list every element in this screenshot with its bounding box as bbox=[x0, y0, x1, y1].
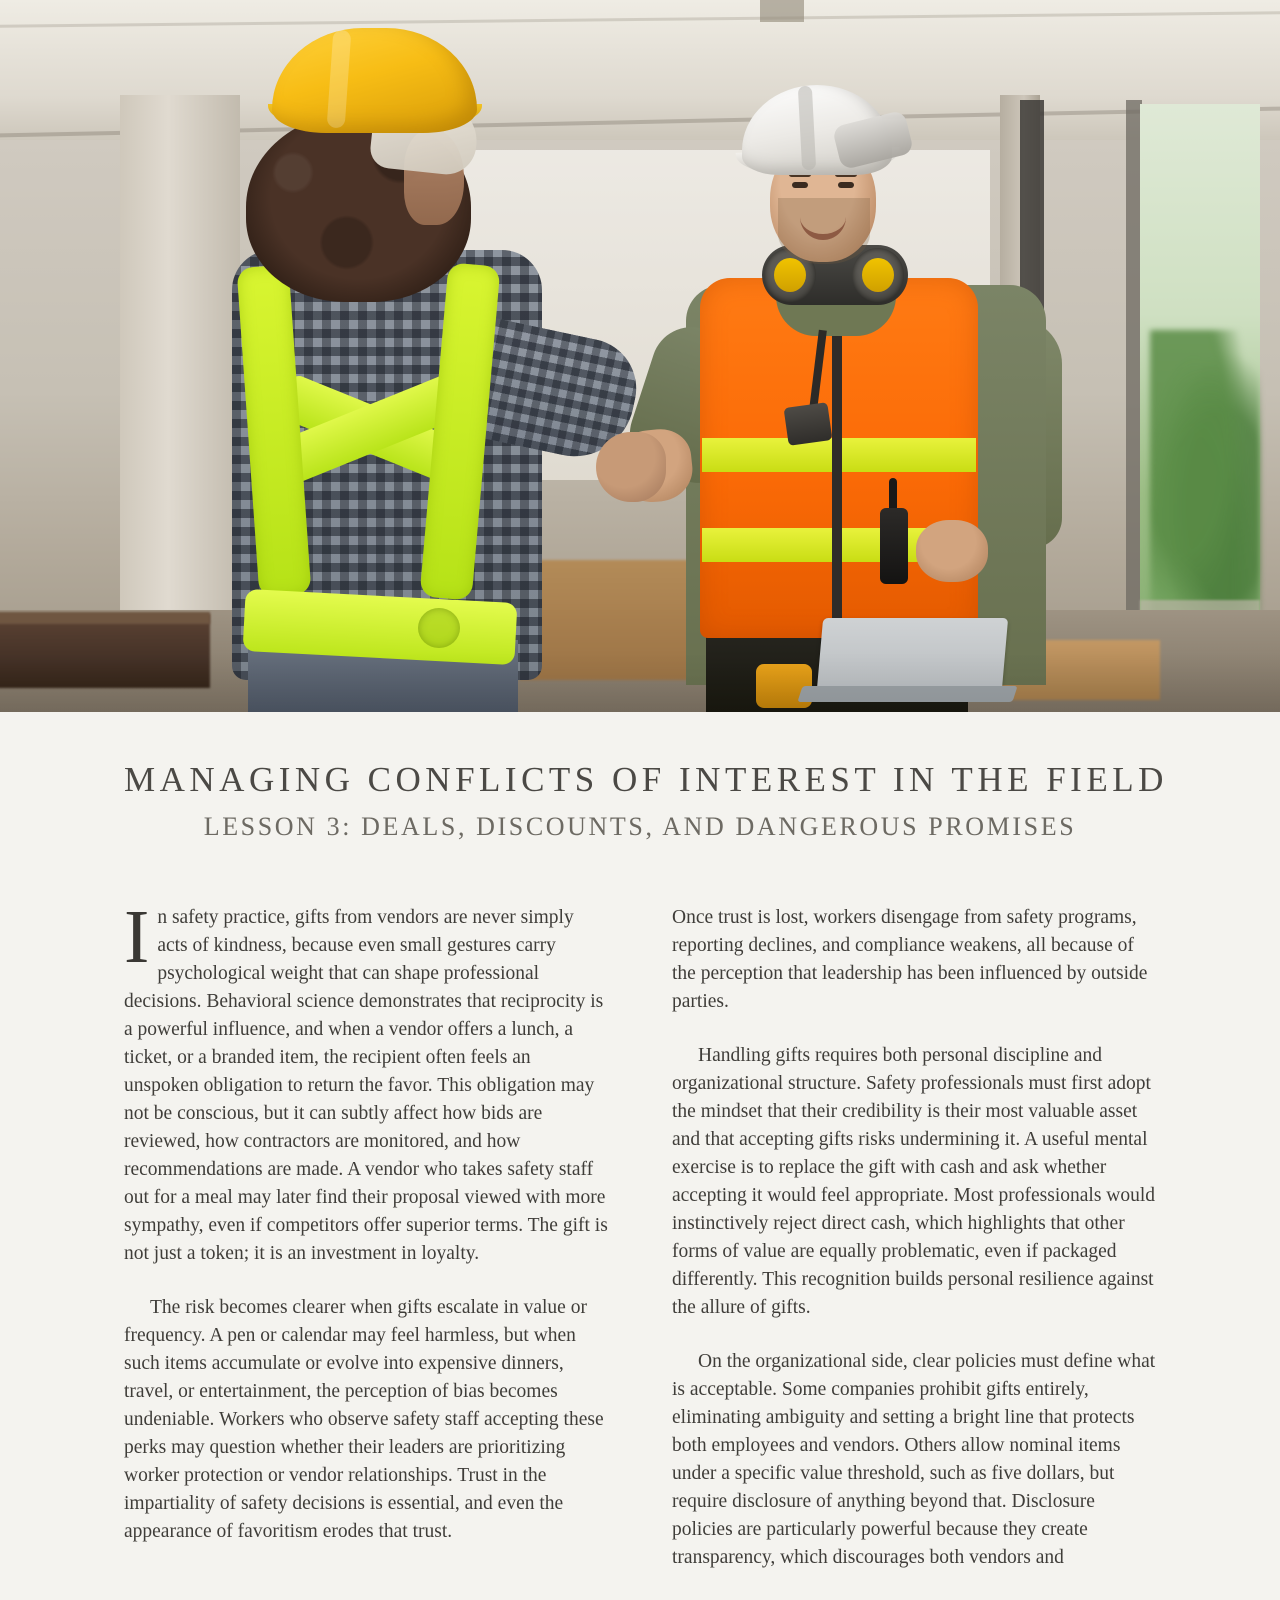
paragraph: Handling gifts requires both personal discipline and organizational structure. Safety professionals must first adopt the mindset that their credibility is their most valuable asset and that accepting gifts risks undermining it. A useful mental exercise is to replace the gift with cash and ask whether accepting it would feel appropriate. Most professionals would instinctively reject direct cash, which highlights that other forms of value are equally problematic, even if packaged differently. This recognition builds personal resilience against the allure of gifts. bbox=[672, 1045, 1156, 1318]
worker-right-hand-on-hip bbox=[916, 520, 988, 582]
worker-right-id-badge bbox=[784, 402, 833, 446]
worker-left-safety-vest bbox=[238, 256, 538, 676]
paragraph: On the organizational side, clear policies must define what is acceptable. Some companies prohibit gifts entirely, eliminating ambiguity and setting a bright line that protects both employees and vendors. Others allow nominal items under a specific value threshold, such as five dollars, but require disclosure of anything beyond that. Disclosure policies are particularly powerful because they create transparency, which discourages both vendors and bbox=[672, 1351, 1156, 1568]
hero-image bbox=[0, 0, 1280, 712]
left-column bbox=[124, 895, 608, 1598]
worker-right-eye-right bbox=[838, 182, 854, 188]
page-subtitle: LESSON 3: DEALS, DISCOUNTS, AND DANGEROUS PROMISES bbox=[203, 812, 1077, 841]
paragraph: In safety practice, gifts from vendors are never simply acts of kindness, because even small gestures carry psychological weight that can shape professional decisions. Behavioral science demonstrates that reciprocity is a powerful influence, and when a vendor offers a lunch, a ticket, or a branded item, the recipient often feels an unspoken obligation to return the favor. This obligation may not be conscious, but it can subtly affect how bids are reviewed, how contractors are monitored, and how recommendations are made. A vendor who takes safety staff out for a meal may later find their proposal viewed with more sympathy, even if competitors offer superior terms. The gift is not just a token; it is an investment in loyalty. bbox=[124, 895, 608, 1264]
left-column-pillar bbox=[120, 95, 240, 655]
worker-right-ear-defender-left-accent bbox=[774, 258, 806, 292]
two-column-text bbox=[124, 895, 1156, 1598]
worker-right-radio-antenna bbox=[889, 478, 897, 512]
vest-badge bbox=[418, 608, 460, 648]
hero-scene bbox=[0, 0, 1280, 712]
right-column bbox=[672, 904, 1156, 1598]
worker-right-ear-defender-right-accent bbox=[862, 258, 894, 292]
hero-bottom-shadow bbox=[0, 652, 1280, 712]
page-title: MANAGING CONFLICTS OF INTEREST IN THE FIELD bbox=[124, 760, 1168, 799]
handshake-left-hand bbox=[596, 432, 666, 502]
paragraph: The risk becomes clearer when gifts escalate in value or frequency. A pen or calendar may feel harmless, but when such items accumulate or evolve into expensive dinners, travel, or entertainment, the perception of bias becomes undeniable. Workers who observe safety staff accepting these perks may question whether their leaders are prioritizing worker protection or vendor relationships. Trust in the impartiality of safety decisions is essential, and even the appearance of favoritism erodes that trust. bbox=[124, 1297, 604, 1542]
article-body bbox=[0, 712, 1280, 1598]
paragraph: Once trust is lost, workers disengage from safety programs, reporting declines, and compliance weakens, all because of the perception that leadership has been influenced by outside parties. bbox=[672, 907, 1148, 1012]
workbench-left-top bbox=[0, 612, 210, 624]
ceiling-beam bbox=[760, 0, 804, 22]
vest-left-strap bbox=[237, 265, 312, 598]
worker-right-eye-left bbox=[792, 182, 808, 188]
worker-right-radio bbox=[880, 508, 908, 584]
